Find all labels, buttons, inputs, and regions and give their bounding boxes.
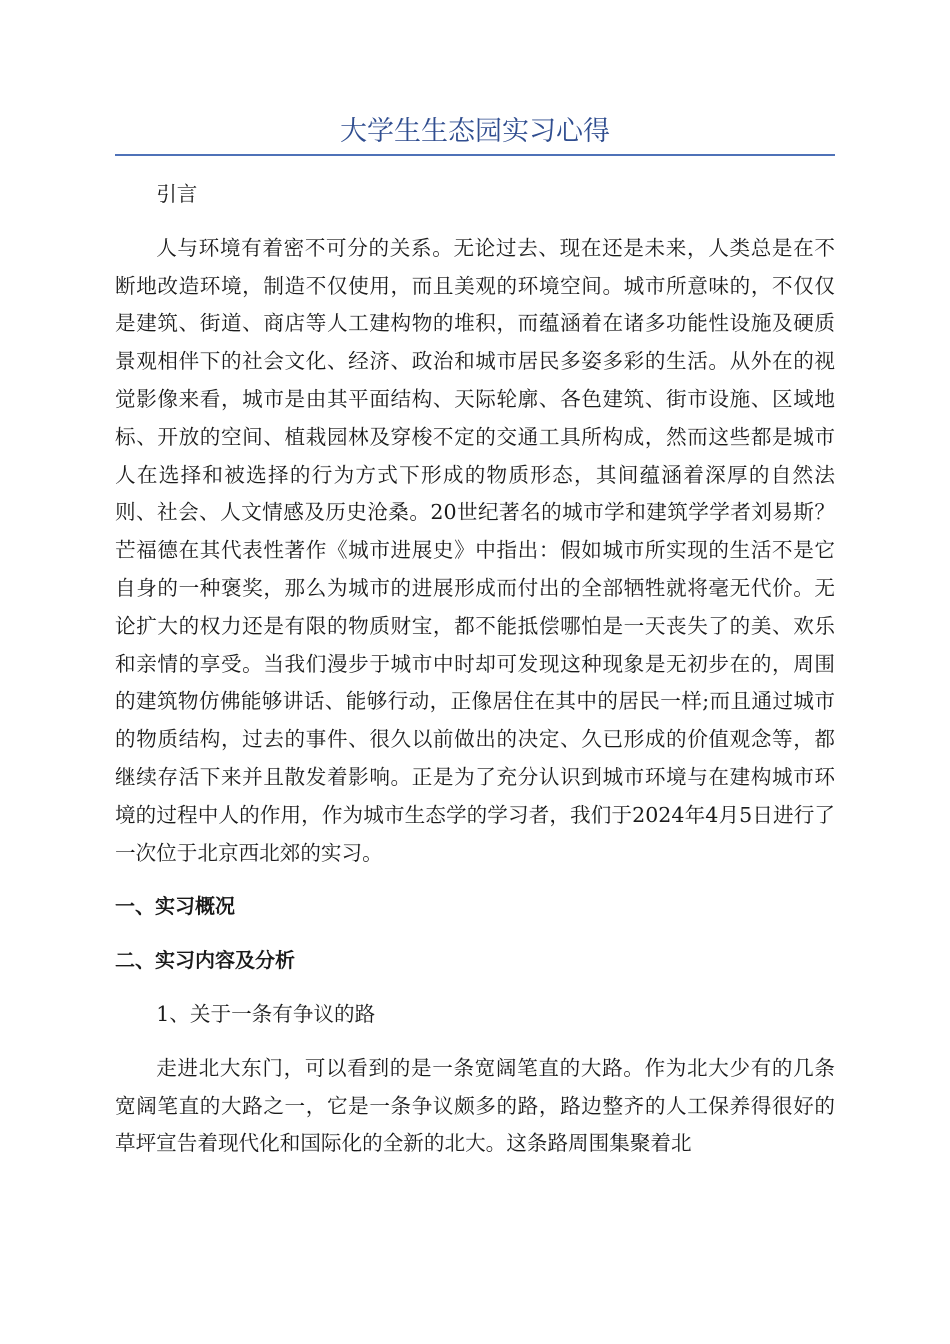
section-heading-content-analysis: 二、实习内容及分析 [115,948,295,973]
subsection-heading-road: 1、关于一条有争议的路 [156,1001,376,1026]
title-underline [115,154,835,156]
section-heading-overview: 一、实习概况 [115,894,235,919]
document-title: 大学生生态园实习心得 [340,116,610,147]
intro-label: 引言 [156,182,198,206]
intro-paragraph: 人与环境有着密不可分的关系。无论过去、现在还是未来，人类总是在不断地改造环境，制造不仅使用，而且美观的环境空间。城市所意味的，不仅仅是建筑、街道、商店等人工建构物的堆积，而蕴涵着在诸多功能性设施及硬质景观相伴下的社会文化、经济、政治和城市居民多姿多彩的生活。从外在的视觉影像来看，城市是由其平面结构、天际轮廓、各色建筑、街市设施、区域地标、开放的空间、植栽园林及穿梭不定的交通工具所构成，然而这些都是城市人在选择和被选择的行为方式下形成的物质形态，其间蕴涵着深厚的自然法则、社会、人文情感及历史沧桑。20世纪著名的城市学和建筑学学者刘易斯？芒福德在其代表性著作《城市进展史》中指出：假如城市所实现的生活不是它自身的一种褒奖，那么为城市的进展形成而付出的全部牺牲就将毫无代价。无论扩大的权力还是有限的物质财宝，都不能抵偿哪怕是一天丧失了的美、欢乐和亲情的享受。当我们漫步于城市中时却可发现这种现象是无初步在的，周围的建筑物仿佛能够讲话、能够行动，正像居住在其中的居民一样;而且通过城市的物质结构，过去的事件、很久以前做出的决定、久已形成的价值观念等，都继续存活下来并且散发着影响。正是为了充分认识到城市环境与在建构城市环境的过程中人的作用，作为城市生态学的学习者，我们于2024年4月5日进行了一次位于北京西北郊的实习。 [115,235,835,865]
document-body [115,176,835,1179]
subsection-paragraph-road: 走进北大东门，可以看到的是一条宽阔笔直的大路。作为北大少有的几条宽阔笔直的大路之一，它是一条争议颇多的路，路边整齐的人工保养得很好的草坪宣告着现代化和国际化的全新的北大。这条路周围集聚着北 [115,1055,835,1156]
